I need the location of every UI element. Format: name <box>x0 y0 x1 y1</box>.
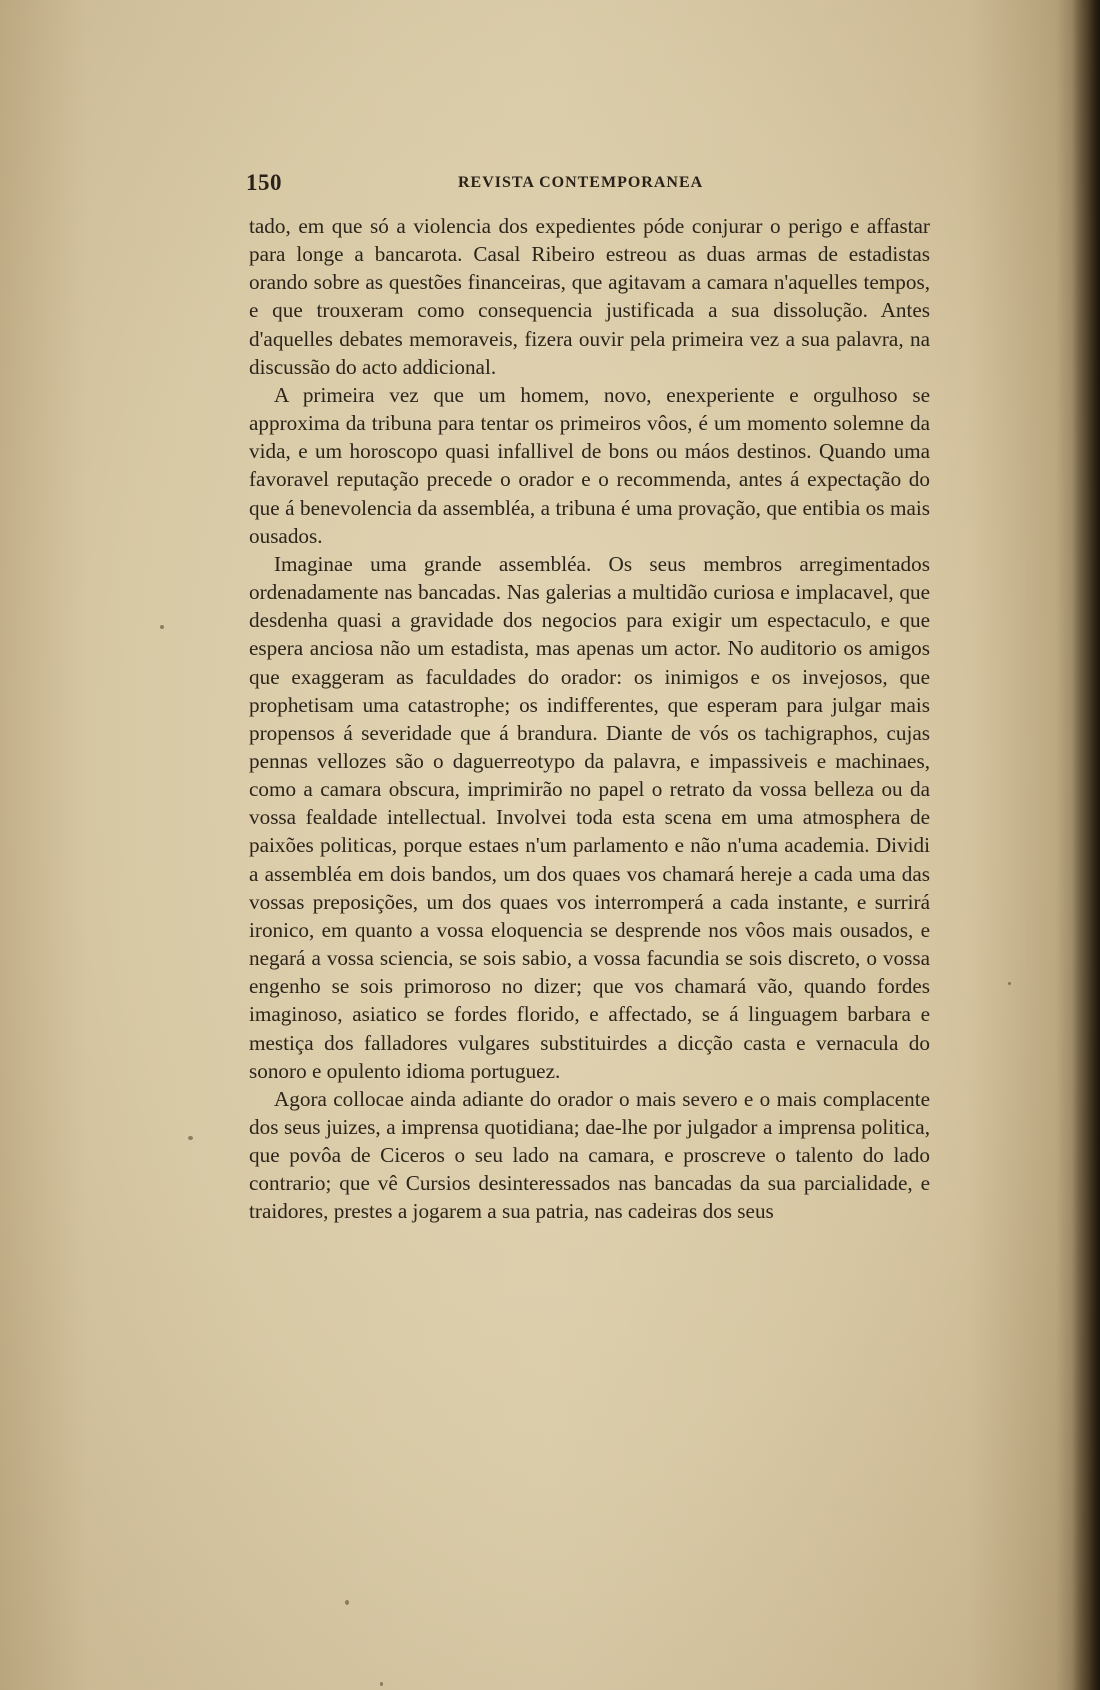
paragraph-2: A primeira vez que um homem, novo, enexperiente e orgulhoso se approxima da tribuna para tentar os primeiros vôos, é um momento solemne da vida, e um horoscopo quasi infallivel de bons ou máos destinos. Quando uma favoravel reputação precede o orador e o recommenda, antes á expectação do que á benevolencia da assembléa, a tribuna é uma provação, que entibia os mais ousados. <box>249 382 930 548</box>
book-spine-shadow <box>1072 0 1100 1690</box>
paper-speck <box>345 1600 349 1605</box>
page-number: 150 <box>246 170 282 195</box>
paper-speck <box>1008 982 1011 985</box>
paragraph-4: Agora collocae ainda adiante do orador o mais severo e o mais complacente dos seus juizes, a imprensa quotidiana; dae-lhe por julgador a imprensa politica, que povôa de Ciceros o seu lado na camara, e proscreve o talento do lado contrario; que vê Cursios desinteressados nas bancadas da sua parcialidade, e traidores, prestes a jogarem a sua patria, nas cadeiras dos seus <box>249 1086 930 1224</box>
page-header <box>246 170 936 200</box>
paper-speck <box>160 625 164 629</box>
running-title: REVISTA CONTEMPORANEA <box>458 174 704 191</box>
body-text <box>249 212 930 1226</box>
paper-speck <box>188 1136 193 1140</box>
paragraph-1: tado, em que só a violencia dos expedientes póde conjurar o perigo e affastar para longe a bancarota. Casal Ribeiro estreou as duas armas de estadistas orando sobre as questões financeiras, que agitavam a camara n'aquelles tempos, e que trouxeram como consequencia justificada a sua dissolução. Antes d'aquelles debates memoraveis, fizera ouvir pela primeira vez a sua palavra, na discussão do acto addicional. <box>249 214 930 379</box>
paragraph-3: Imaginae uma grande assembléa. Os seus membros arregimentados ordenadamente nas bancadas. Nas galerias a multidão curiosa e implacavel, que desdenha quasi a gravidade dos negocios para exigir um espectaculo, e que espera anciosa não um estadista, mas apenas um actor. No auditorio os amigos que exaggeram as faculdades do orador: os inimigos e os invejosos, que prophetisam uma catastrophe; os indifferentes, que esperam para julgar mais propensos á severidade que á brandura. Diante de vós os tachigraphos, cujas pennas vellozes são o daguerreotypo da palavra, e impassiveis e machinaes, como a camara obscura, imprimirão no papel o retrato da vossa belleza ou da vossa fealdade intellectual. Involvei toda esta scena em uma atmosphera de paixões politicas, porque estaes n'um parlamento e não n'uma academia. Dividi a assembléa em dois bandos, um dos quaes vos chamará hereje a cada uma das vossas preposições, um dos quaes vos interromperá a cada instante, e surrirá ironico, em quanto a vossa eloquencia se desprende nos vôos mais ousados, e negará a vossa sciencia, se sois sabio, a vossa facundia se sois discreto, o vossa engenho se sois primoroso no dizer; que vos chamará vão, quando fordes imaginoso, asiatico se fordes florido, e affectado, se á linguagem barbara e mestiça dos falladores vulgares substituirdes a dicção casta e vernacula do sonoro e opulento idioma portuguez. <box>249 551 930 1083</box>
paper-speck <box>380 1682 383 1686</box>
